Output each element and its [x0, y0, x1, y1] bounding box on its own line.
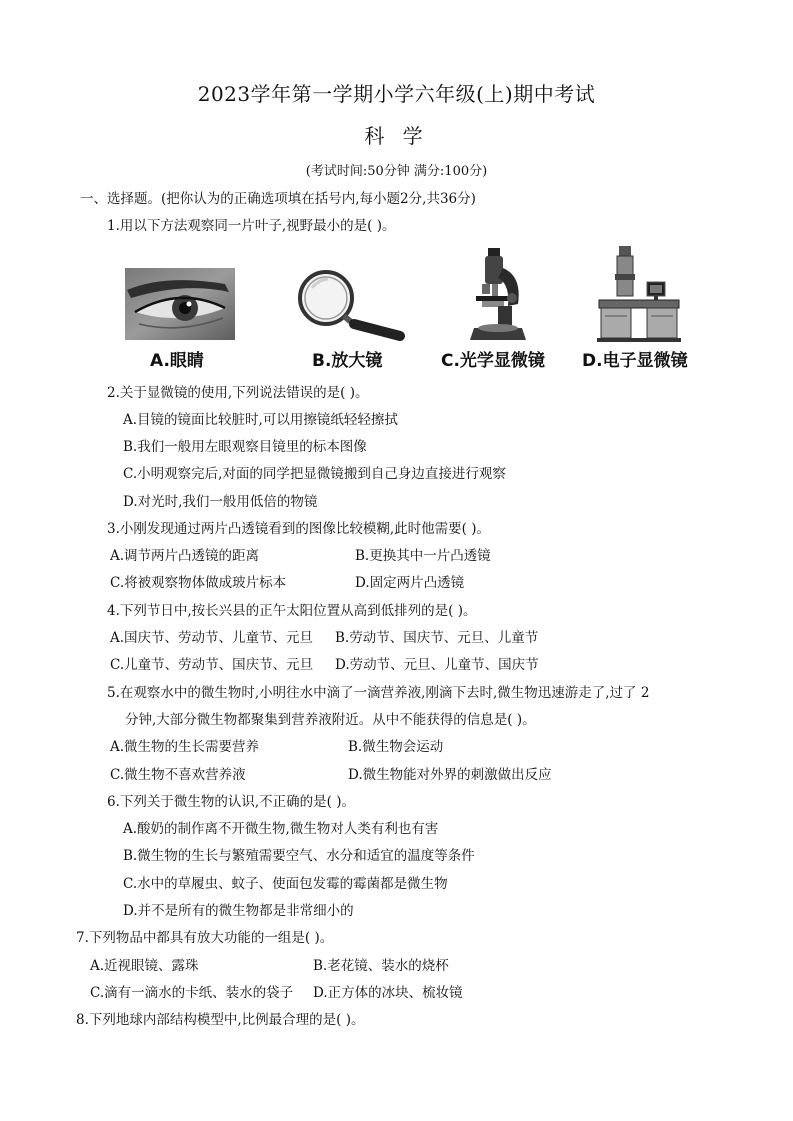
q4-option-d: D.劳动节、元旦、儿童节、国庆节: [335, 657, 539, 673]
q3-option-a: A.调节两片凸透镜的距离: [110, 548, 260, 564]
question-6-stem: 6.下列关于微生物的认识,不正确的是( )。: [107, 794, 355, 810]
q2-option-d: D.对光时,我们一般用低倍的物镜: [123, 494, 318, 510]
q4-option-a: A.国庆节、劳动节、儿童节、元旦: [110, 630, 314, 646]
q2-option-b: B.我们一般用左眼观察目镜里的标本图像: [123, 439, 367, 455]
q6-option-a: A.酸奶的制作离不开微生物,微生物对人类有利也有害: [123, 821, 439, 837]
question-3-stem: 3.小刚发现通过两片凸透镜看到的图像比较模糊,此时他需要( )。: [107, 521, 490, 537]
question-8-stem: 8.下列地球内部结构模型中,比例最合理的是( )。: [76, 1012, 365, 1028]
question-5-stem-line1: 5.在观察水中的微生物时,小明往水中滴了一滴营养液,刚滴下去时,微生物迅速游走了,过了 2: [107, 685, 650, 701]
question-1-stem: 1.用以下方法观察同一片叶子,视野最小的是( )。: [107, 218, 396, 234]
question-7-stem: 7.下列物品中都具有放大功能的一组是( )。: [76, 930, 334, 946]
q1-caption-d: D.电子显微镜: [582, 351, 688, 371]
eye-image: [125, 268, 235, 340]
q5-option-b: B.微生物会运动: [348, 739, 444, 755]
q6-option-c: C.水中的草履虫、蚊子、使面包发霉的霉菌都是微生物: [123, 876, 448, 892]
q1-caption-b: B.放大镜: [312, 351, 383, 371]
q1-caption-c: C.光学显微镜: [441, 351, 545, 371]
electron-microscope-image: [597, 246, 681, 342]
q4-option-c: C.儿童节、劳动节、国庆节、元旦: [110, 657, 314, 673]
q6-option-b: B.微生物的生长与繁殖需要空气、水分和适宜的温度等条件: [123, 848, 475, 864]
q5-option-a: A.微生物的生长需要营养: [110, 739, 260, 755]
q7-option-d: D.正方体的冰块、梳妆镜: [313, 985, 463, 1001]
q5-option-d: D.微生物能对外界的刺激做出反应: [348, 767, 552, 783]
optical-microscope-image: [468, 248, 528, 342]
section-heading: 一、选择题。(把你认为的正确选项填在括号内,每小题2分,共36分): [80, 191, 476, 207]
q3-option-d: D.固定两片凸透镜: [355, 575, 465, 591]
q4-option-b: B.劳动节、国庆节、元旦、儿童节: [335, 630, 539, 646]
q5-option-c: C.微生物不喜欢营养液: [110, 767, 246, 783]
question-4-stem: 4.下列节日中,按长兴县的正午太阳位置从高到低排列的是( )。: [107, 603, 477, 619]
q6-option-d: D.并不是所有的微生物都是非常细小的: [123, 903, 354, 919]
q2-option-a: A.目镜的镜面比较脏时,可以用擦镜纸轻轻擦拭: [123, 412, 398, 428]
exam-subject: 科 学: [364, 124, 429, 148]
question-5-stem-line2: 分钟,大部分微生物都聚集到营养液附近。从中不能获得的信息是( )。: [125, 712, 536, 728]
q1-caption-a: A.眼睛: [150, 351, 204, 371]
q7-option-a: A.近视眼镜、露珠: [90, 958, 199, 974]
q3-option-b: B.更换其中一片凸透镜: [355, 548, 491, 564]
q7-option-c: C.滴有一滴水的卡纸、装水的袋子: [90, 985, 294, 1001]
exam-info: (考试时间:50分钟 满分:100分): [305, 164, 488, 179]
magnifier-image: [296, 270, 408, 342]
question-2-stem: 2.关于显微镜的使用,下列说法错误的是( )。: [107, 385, 369, 401]
q3-option-c: C.将被观察物体做成玻片标本: [110, 575, 287, 591]
q2-option-c: C.小明观察完后,对面的同学把显微镜搬到自己身边直接进行观察: [123, 466, 506, 482]
q7-option-b: B.老花镜、装水的烧杯: [313, 958, 449, 974]
exam-title: 2023学年第一学期小学六年级(上)期中考试: [197, 82, 596, 106]
